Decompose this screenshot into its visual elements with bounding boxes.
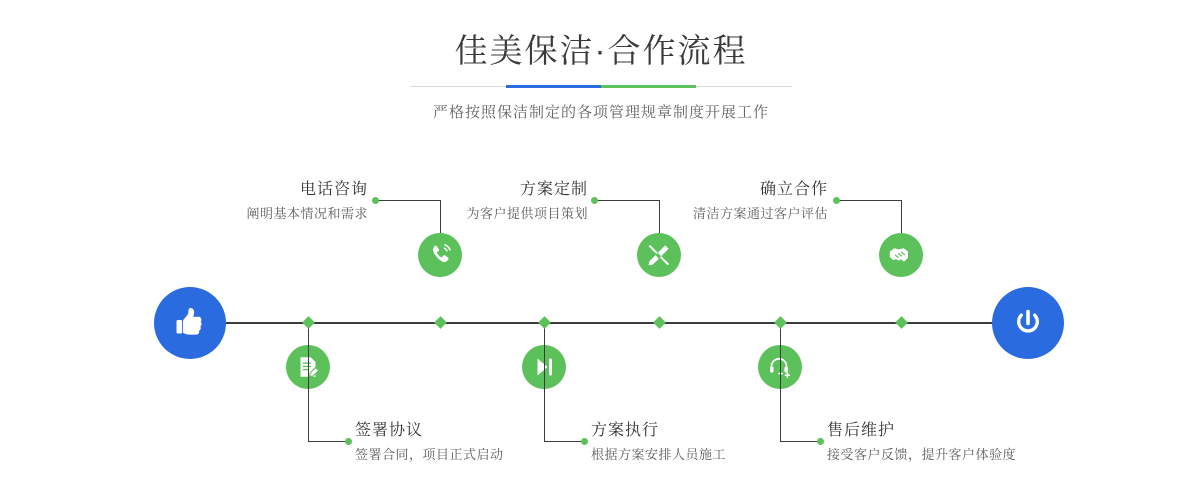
phone-ring-icon <box>427 242 453 268</box>
page-subtitle: 严格按照保洁制定的各项管理规章制度开展工作 <box>432 104 769 121</box>
connector-dot-2 <box>345 438 352 445</box>
step-desc-5: 清洁方案通过客户评估 <box>692 206 828 221</box>
timeline <box>0 155 1202 502</box>
step-title-4: 方案执行 <box>591 422 660 439</box>
connector-horizontal-2 <box>308 441 348 442</box>
step-icon-3 <box>637 233 681 277</box>
axis-marker-5 <box>895 316 908 329</box>
step-icon-1 <box>418 233 462 277</box>
connector-horizontal-4 <box>544 441 584 442</box>
connector-dot-4 <box>581 438 588 445</box>
connector-horizontal-6 <box>780 441 820 442</box>
connector-dot-6 <box>817 438 824 445</box>
step-label-5 <box>580 179 828 224</box>
connector-vertical-4 <box>544 324 545 441</box>
step-label-6 <box>827 420 1147 465</box>
axis-marker-3 <box>653 316 666 329</box>
step-desc-3: 为客户提供项目策划 <box>466 206 588 221</box>
divider-segment-blue <box>506 85 601 88</box>
step-label-3 <box>340 179 588 224</box>
step-title-5: 确立合作 <box>759 181 828 198</box>
axis-marker-6 <box>774 316 787 329</box>
step-icon-5 <box>879 233 923 277</box>
connector-dot-5 <box>833 197 840 204</box>
axis-marker-2 <box>302 316 315 329</box>
step-desc-2: 签署合同，项目正式启动 <box>355 447 504 462</box>
page-title: 佳美保洁·合作流程 <box>454 32 748 69</box>
step-title-1: 电话咨询 <box>299 181 368 198</box>
step-desc-4: 根据方案安排人员施工 <box>591 447 727 462</box>
step-title-2: 签署协议 <box>355 422 424 439</box>
flow-start-node <box>154 287 226 359</box>
step-label-1 <box>120 179 368 224</box>
step-title-6: 售后维护 <box>827 422 896 439</box>
axis-marker-4 <box>538 316 551 329</box>
header <box>0 28 1202 122</box>
connector-horizontal-5 <box>836 200 901 201</box>
flow-end-node <box>992 287 1064 359</box>
pen-ruler-icon <box>646 242 672 268</box>
step-title-3: 方案定制 <box>519 181 588 198</box>
thumbs-up-icon <box>170 303 210 343</box>
connector-vertical-6 <box>780 324 781 441</box>
power-icon <box>1008 303 1048 343</box>
connector-vertical-2 <box>308 324 309 441</box>
divider-segment-green <box>601 85 696 88</box>
title-divider <box>410 85 792 88</box>
step-desc-1: 阐明基本情况和需求 <box>246 206 368 221</box>
handshake-icon <box>888 242 914 268</box>
axis-marker-1 <box>434 316 447 329</box>
connector-vertical-5 <box>901 200 902 233</box>
step-desc-6: 接受客户反馈，提升客户体验度 <box>827 447 1017 462</box>
